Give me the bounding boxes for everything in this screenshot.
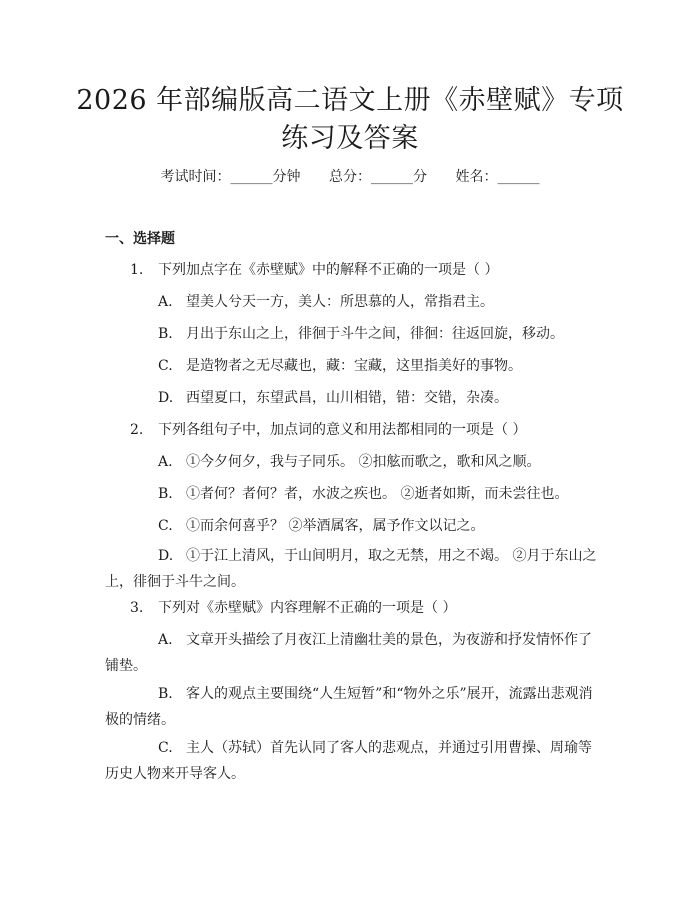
option-text: 月出于东山之上，徘徊于斗牛之间，徘徊：往返回旋，移动。 [186,326,564,342]
option-letter: D. [158,548,174,564]
exam-time-field: 考试时间：______分钟 [160,169,301,185]
option-letter: B. [158,326,173,342]
exam-meta [0,167,700,187]
section-heading: 一、选择题 [105,231,175,247]
option-2b [158,484,598,504]
option-letter: B. [158,686,173,702]
option-2d [105,543,600,595]
option-letter: A. [158,454,173,470]
option-text: 文章开头描绘了月夜江上清幽壮美的景色，为夜游和抒发情怀作了铺垫。 [105,632,592,674]
document-title [60,82,640,158]
option-text: 主人（苏轼）首先认同了客人的悲观点，并通过引用曹操、周瑜等历史人物来开导客人。 [105,740,592,782]
option-1a [158,292,598,312]
option-text: ①今夕何夕，我与子同乐。 ②扣舷而歌之，歌和风之顺。 [186,454,541,470]
option-text: 西望夏口，东望武昌，山川相错，错：交错，杂凑。 [186,390,508,406]
option-1d [158,388,598,408]
option-2a [158,452,598,472]
title-line-2: 练习及答案 [281,123,419,154]
option-1c [158,356,598,376]
option-letter: D. [158,390,174,406]
option-text: ①而余何喜乎？ ②举酒属客，属予作文以记之。 [186,518,485,534]
option-letter: B. [158,486,173,502]
option-text: 是造物者之无尽藏也，藏：宝藏，这里指美好的事物。 [186,358,522,374]
option-text: ①者何？者何？者，水波之疾也。 ②逝者如斯，而未尝往也。 [186,486,569,502]
option-3b [105,681,600,733]
question-number: 2. [130,422,144,438]
option-text: 望美人兮天一方，美人：所思慕的人，常指君主。 [186,294,494,310]
option-3c [105,735,600,787]
question-number: 1. [130,262,144,278]
name-field: 姓名：______ [455,169,540,185]
option-2c [158,516,598,536]
question-text: 下列对《赤壁赋》内容理解不正确的一项是（ ） [158,600,457,616]
question-text: 下列加点字在《赤壁赋》中的解释不正确的一项是（ ） [158,262,499,278]
question-text: 下列各组句子中，加点词的意义和用法都相同的一项是（ ） [158,422,527,438]
question-number: 3. [130,600,144,616]
option-text: ①于江上清风，于山间明月，取之无禁，用之不竭。 ②月于东山之上，徘徊于斗牛之间。 [105,548,597,590]
title-line-1: 2026 年部编版高二语文上册《赤壁赋》专项 [76,85,624,116]
question-3 [130,598,600,618]
option-text: 客人的观点主要围绕“人生短暂”和“物外之乐”展开，流露出悲观消极的情绪。 [105,686,593,728]
option-letter: C. [158,518,173,534]
total-score-field: 总分：______分 [329,169,427,185]
option-letter: A. [158,294,173,310]
option-letter: A. [158,632,173,648]
question-2 [130,420,600,440]
option-letter: C. [158,740,173,756]
option-3a [105,627,600,679]
option-1b [158,324,598,344]
option-letter: C. [158,358,173,374]
question-1 [130,260,600,280]
